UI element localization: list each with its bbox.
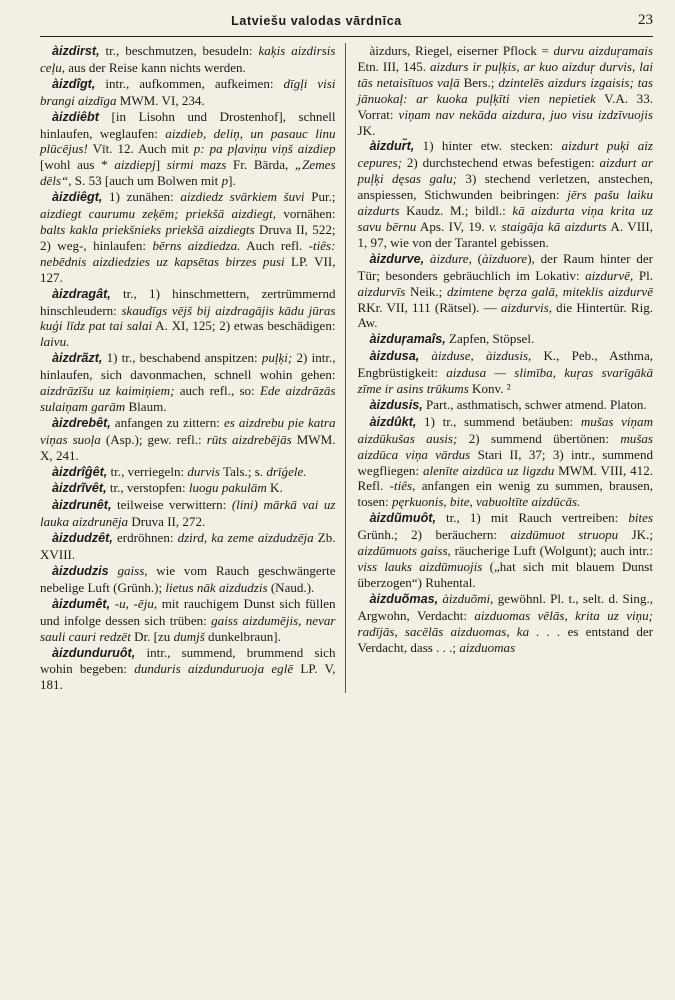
left-column	[40, 43, 346, 693]
latvian-example: skaudīgs vējš bij aizdragājis kādu jūras kuģi līdz pat tai salai	[40, 302, 336, 334]
definition-text: LP. VII, 127.	[40, 253, 336, 285]
definition-text: tr., beschmutzen, besudeln:	[99, 43, 259, 58]
latvian-example: lietus nāk aizdudzis	[165, 579, 268, 595]
definition-text: V.A. 33. Vorrat:	[357, 90, 653, 122]
definition-text: die Hintertür. Rig. Aw.	[357, 299, 654, 331]
definition-text: 2) durchstechend etwas befestigen:	[401, 155, 600, 171]
definition-text: vornähen:	[276, 206, 336, 222]
latvian-example: balts kakla priekšnieks priekšā aizdiegts	[40, 221, 255, 237]
definition-text: Tals.; s.	[220, 463, 267, 479]
latvian-example: aizdiepj	[114, 157, 156, 173]
definition-text: MWM. VI, 234.	[116, 92, 205, 108]
dictionary-entry	[40, 286, 336, 351]
definition-text: dunkelbraun].	[204, 628, 281, 644]
dictionary-entry	[358, 138, 654, 250]
definition-text: (	[471, 250, 483, 266]
definition-text: JK.	[357, 122, 376, 138]
latvian-example: mušas viņam aizdūkušas ausis;	[357, 413, 653, 446]
dictionary-entry	[40, 350, 336, 415]
entry-headword: àizdiêgt,	[52, 190, 103, 205]
latvian-example: aizdurvīs	[357, 283, 406, 299]
latvian-example: pęrkuonis, bite, vabuoltīte aizdūcās.	[391, 494, 581, 510]
definition-text: MWM. VIII, 412. Refl.	[357, 462, 653, 494]
page-number: 23	[638, 12, 653, 28]
dictionary-entry	[358, 43, 654, 138]
definition-text: teilweise verwittern:	[111, 497, 232, 513]
latvian-example: bites	[628, 510, 653, 526]
latvian-example: luogu pakulām	[188, 480, 267, 496]
latvian-example: dīgļi visi brangi aizdīga	[40, 75, 336, 108]
latvian-example: (lini) mārkā vai uz lauka aizdrunēja	[40, 497, 336, 530]
latvian-example: alenīte aizdūca uz ligzdu	[422, 462, 555, 478]
definition-text: JK.;	[618, 527, 653, 543]
dictionary-entry	[358, 348, 654, 397]
latvian-example: viņam nav nekāda aizdura, juo visu izdzīvuojis	[398, 106, 653, 122]
dictionary-entry	[358, 510, 654, 591]
definition-text: S. 53 [auch um Bolwen mit	[71, 173, 222, 189]
latvian-example: dzimtene bęrza galā, miteklis aizdurvē	[446, 283, 653, 299]
definition-text: Grünh.; 2) beräuchern:	[357, 527, 511, 543]
definition-text: ]	[155, 157, 167, 173]
entry-headword: àizdrãzt,	[52, 351, 103, 366]
definition-text: wie vom Rauch geschwängerte nebelige Luft (Grünh.);	[40, 563, 336, 595]
page-header	[40, 14, 653, 36]
definition-text: („hat sich mit blauem Dunst überzogen“) Ruhental.	[357, 559, 653, 590]
definition-text: Pur.;	[304, 189, 336, 205]
entry-headword: àizduŗamaîs,	[369, 332, 446, 347]
latvian-example: gaiss,	[108, 563, 148, 578]
latvian-example: aizdieb, deliņ, un pasauc linu plūcējus!	[40, 125, 336, 157]
definition-text: K.	[266, 480, 283, 496]
definition-text: ].	[228, 173, 236, 189]
definition-text: 3) stechend verletzen, anstechen, anspiessen, Stichwunden beibringen:	[357, 171, 653, 203]
dictionary-entry	[40, 415, 336, 464]
latvian-example: aizduomas	[459, 639, 516, 655]
definition-text: Zb. XVIII.	[40, 530, 336, 563]
definition-text: ), der Raum hinter der Tür; besonders gebräuchlich im Lokativ:	[357, 250, 654, 283]
definition-text: Neik.;	[405, 283, 447, 299]
dictionary-entry	[358, 591, 654, 656]
entry-headword: àizdragât,	[52, 286, 111, 301]
dictionary-entry	[358, 331, 654, 348]
latvian-example: aizdurvē,	[585, 267, 634, 283]
definition-text: RKr. VII, 111 (Rätsel). —	[357, 299, 501, 315]
latvian-example: dunduris aizdunduruoja eglē	[134, 661, 294, 677]
dictionary-entry	[358, 251, 654, 332]
latvian-example: p: pa pļaviņu viņš aizdiep	[193, 141, 336, 157]
latvian-example: gaiss aizdumējis, nevar sauli cauri redzēt	[40, 612, 336, 644]
dictionary-entry	[40, 76, 336, 109]
entry-headword: àizduõmas,	[369, 591, 439, 606]
latvian-example: dzintelēs aizdurs izgaisis; tas jānuokaļ: ar kuoka puļķīti vien nepietiek	[357, 74, 653, 106]
dictionary-entry	[40, 464, 336, 481]
definition-text: 1) hinter etw. stecken:	[414, 138, 562, 154]
entry-headword: àizdrîĝêt,	[52, 464, 108, 479]
entry-headword: àizdrebêt,	[52, 415, 111, 430]
dictionary-entry	[40, 563, 336, 596]
entry-headword: àizdrunêt,	[52, 498, 112, 513]
latvian-example: àizduõmi,	[442, 590, 494, 606]
definition-text: tr., 1) mit Rauch vertreiben:	[435, 510, 629, 526]
latvian-example: aizdusa — slimība, kuŗas svarīgākā zīme ir asins trūkums	[357, 365, 653, 397]
latvian-example: p	[221, 173, 229, 189]
latvian-example: mušas aizdūca viņa vārdus	[357, 430, 653, 462]
definition-text: Bers.;	[459, 74, 499, 90]
definition-text: tr., verstopfen:	[106, 480, 189, 496]
entry-headword: àizdur̃t,	[369, 139, 415, 154]
definition-text: Zapfen, Stöpsel.	[445, 331, 535, 347]
definition-text: Druva II, 272.	[128, 514, 206, 530]
definition-text: Kaudz. M.; bildl.:	[399, 203, 513, 219]
latvian-example: aizdūmuots gaiss,	[357, 543, 451, 559]
dictionary-entry	[40, 596, 336, 645]
definition-text: anfangen ein wenig zu summen, brausen, tosen:	[357, 478, 653, 510]
latvian-example: -u, -ēju,	[114, 595, 158, 611]
dictionary-entry	[40, 109, 336, 190]
latvian-example: durvu aizduŗamais	[553, 43, 653, 58]
latvian-example: aizduomas vēlās, krita uz viņu; radījās, sacēlās aizduomas, ka . . .	[357, 607, 654, 639]
definition-text: auch refl., so:	[174, 383, 260, 399]
definition-text: Pl.	[633, 267, 653, 283]
definition-text: intr., summend, brummend sich wohin begeben:	[40, 644, 336, 677]
entry-headword: àizdudzêt,	[52, 531, 113, 546]
latvian-example: jērs pašu laiku aizdurts	[357, 187, 653, 219]
latvian-example: kā aizdurta viņa krita uz savu bērnu	[357, 203, 653, 234]
latvian-example: v. staigāja kā aizdurts	[489, 218, 607, 234]
definition-text: MWM. X, 241.	[40, 431, 336, 463]
right-column	[358, 43, 654, 693]
definition-text: Dr. [zu	[130, 628, 174, 644]
definition-text: tr., verriegeln:	[107, 463, 188, 479]
latvian-example: aizdurs ir puļķis, ar kuo aizduŗ durvis, lai tās netaisītuos vaļā	[357, 58, 653, 90]
latvian-example: aizdurt ar puļķi dęsas galu;	[357, 155, 653, 187]
definition-text: gewöhnl. Pl. t., selt. d. Sing., Argwohn, Verdacht:	[357, 590, 654, 623]
latvian-example: viss lauks aizdūmuojis	[357, 559, 483, 574]
definition-text: intr., aufkommen, aufkeimen:	[95, 75, 284, 91]
dictionary-entry	[40, 497, 336, 530]
latvian-example: aizdiedz svārkiem šuvi	[180, 189, 305, 205]
definition-text: A. XI, 125; 2) etwas beschädigen:	[152, 318, 336, 334]
definition-text: aus der Reise kann nichts werden.	[65, 59, 246, 75]
entry-headword: àizdudzis	[52, 564, 109, 578]
latvian-example: „Zemes dēls“,	[40, 157, 336, 189]
latvian-example: aizdurt puķi aiz cepures;	[357, 138, 653, 171]
definition-text: 2) summend übertönen:	[457, 430, 621, 446]
latvian-example: aizdiegt caurumu zeķēm; priekšā aizdiegt,	[40, 206, 277, 222]
latvian-example: aizdrāzīšu uz kaimiņiem;	[40, 383, 175, 399]
definition-text: Etn. III, 145.	[357, 58, 431, 74]
definition-text: 2) intr., hinlaufen, sich davonmachen, schnell wohin gehen:	[40, 350, 336, 383]
definition-text: anfangen zu zittern:	[110, 414, 224, 430]
entry-headword: àizdusa,	[369, 349, 420, 364]
latvian-example: àizduore	[482, 250, 528, 266]
dictionary-entry	[358, 397, 654, 414]
definition-text: Auch refl.	[240, 237, 309, 253]
definition-text: tr., 1) hinschmettern, zertrümmernd hinschleudern:	[40, 285, 336, 318]
latvian-example: laivu.	[40, 334, 70, 350]
definition-text	[419, 348, 431, 363]
latvian-example: -tiês: nebēdnis aizdiedzies uz kapsētas birzes pusi	[40, 237, 336, 269]
entry-headword: àizdumêt,	[52, 596, 111, 611]
definition-text: Vīt. 12. Auch mit	[87, 141, 194, 157]
header-rule	[40, 36, 653, 37]
definition-text: Druva II, 522; 2) weg-, hinlaufen:	[40, 221, 336, 253]
definition-text: Blaum.	[125, 398, 167, 414]
definition-text: mit rauchigem Dunst sich füllen und infolge dessen sich trüben:	[40, 595, 336, 628]
entry-headword: àizdunduruôt,	[52, 645, 136, 660]
definition-text: (Asp.); gew. refl.:	[100, 431, 207, 447]
latvian-example: rūts aizdrebējās	[206, 431, 292, 447]
latvian-example: aizdūmuot struopu	[510, 527, 619, 543]
definition-text: [in Lisohn und Drostenhof], schnell hinlaufen, weglaufen:	[40, 108, 336, 141]
dictionary-entry	[40, 43, 336, 76]
latvian-example: es aizdrebu pie katra viņas suoļa	[40, 414, 336, 447]
definition-text: Fr. Bārda,	[226, 157, 295, 173]
entry-headword: àizdrĩvêt,	[52, 481, 107, 496]
entry-headword: àizdirst,	[52, 44, 100, 58]
latvian-example: àizduse, àizdusis,	[431, 348, 532, 364]
definition-text: 1) zunähen:	[102, 189, 181, 205]
latvian-example: aizdurvis,	[500, 299, 552, 315]
definition-text: erdröhnen:	[112, 530, 178, 546]
latvian-example: dumjš	[173, 628, 205, 644]
entry-headword: àizdurve,	[369, 251, 425, 266]
definition-text: Part., asthmatisch, schwer atmend. Platon.	[422, 396, 647, 412]
definition-text: K., Peb., Asthma, Engbrüstigkeit:	[357, 348, 654, 381]
definition-text: Aps. IV, 19.	[416, 218, 490, 234]
definition-text: es entstand der Verdacht, dass . . .;	[357, 623, 653, 655]
latvian-example: bērns aizdiedza.	[152, 237, 241, 253]
latvian-example: durvis	[187, 463, 220, 479]
definition-text: (Naud.).	[267, 579, 315, 595]
latvian-example: puļķi;	[261, 350, 293, 366]
definition-text: 1) tr., beschabend anspitzen:	[102, 350, 262, 366]
columns	[40, 43, 653, 693]
entry-headword: àizdîgt,	[52, 76, 96, 91]
entry-headword: àizdusis,	[369, 397, 423, 412]
definition-text: räucherige Luft (Wolgunt); auch intr.:	[450, 543, 653, 559]
running-title: Latviešu valodas vārdnīca	[231, 14, 402, 28]
definition-text: A. VIII, 1, 97, wie von der Tarantel gebissen.	[357, 218, 653, 250]
definition-text: Stari II, 37; 3) intr., summend wegfliegen:	[357, 446, 654, 478]
latvian-example: drīģele.	[266, 463, 307, 479]
definition-text: àizdurs, Riegel, eiserner Pflock =	[369, 43, 554, 58]
latvian-example: kaķis aizdirsis ceļu,	[40, 43, 336, 75]
latvian-example: dzird, ka zeme aizdudzēja	[177, 530, 314, 546]
definition-text: LP. V, 181.	[40, 661, 336, 693]
entry-headword: àizdûkt,	[369, 414, 417, 429]
latvian-example: -tiês,	[389, 478, 416, 494]
dictionary-entry	[40, 530, 336, 563]
dictionary-entry	[358, 414, 654, 510]
latvian-example: Ede aizdrāzās sulaiņam garām	[40, 383, 336, 414]
latvian-example: àizdure,	[429, 250, 472, 266]
latvian-example: sirmi mazs	[166, 157, 227, 173]
dictionary-entry	[40, 480, 336, 497]
definition-text: [wohl aus *	[40, 157, 115, 173]
definition-text: 1) tr., summend betäuben:	[416, 413, 581, 429]
dictionary-entry	[40, 645, 336, 694]
entry-headword: àizdiêbt	[52, 109, 99, 124]
entry-headword: àizdũmuôt,	[369, 511, 436, 526]
dictionary-entry	[40, 189, 336, 285]
definition-text: Konv. ²	[468, 381, 511, 397]
